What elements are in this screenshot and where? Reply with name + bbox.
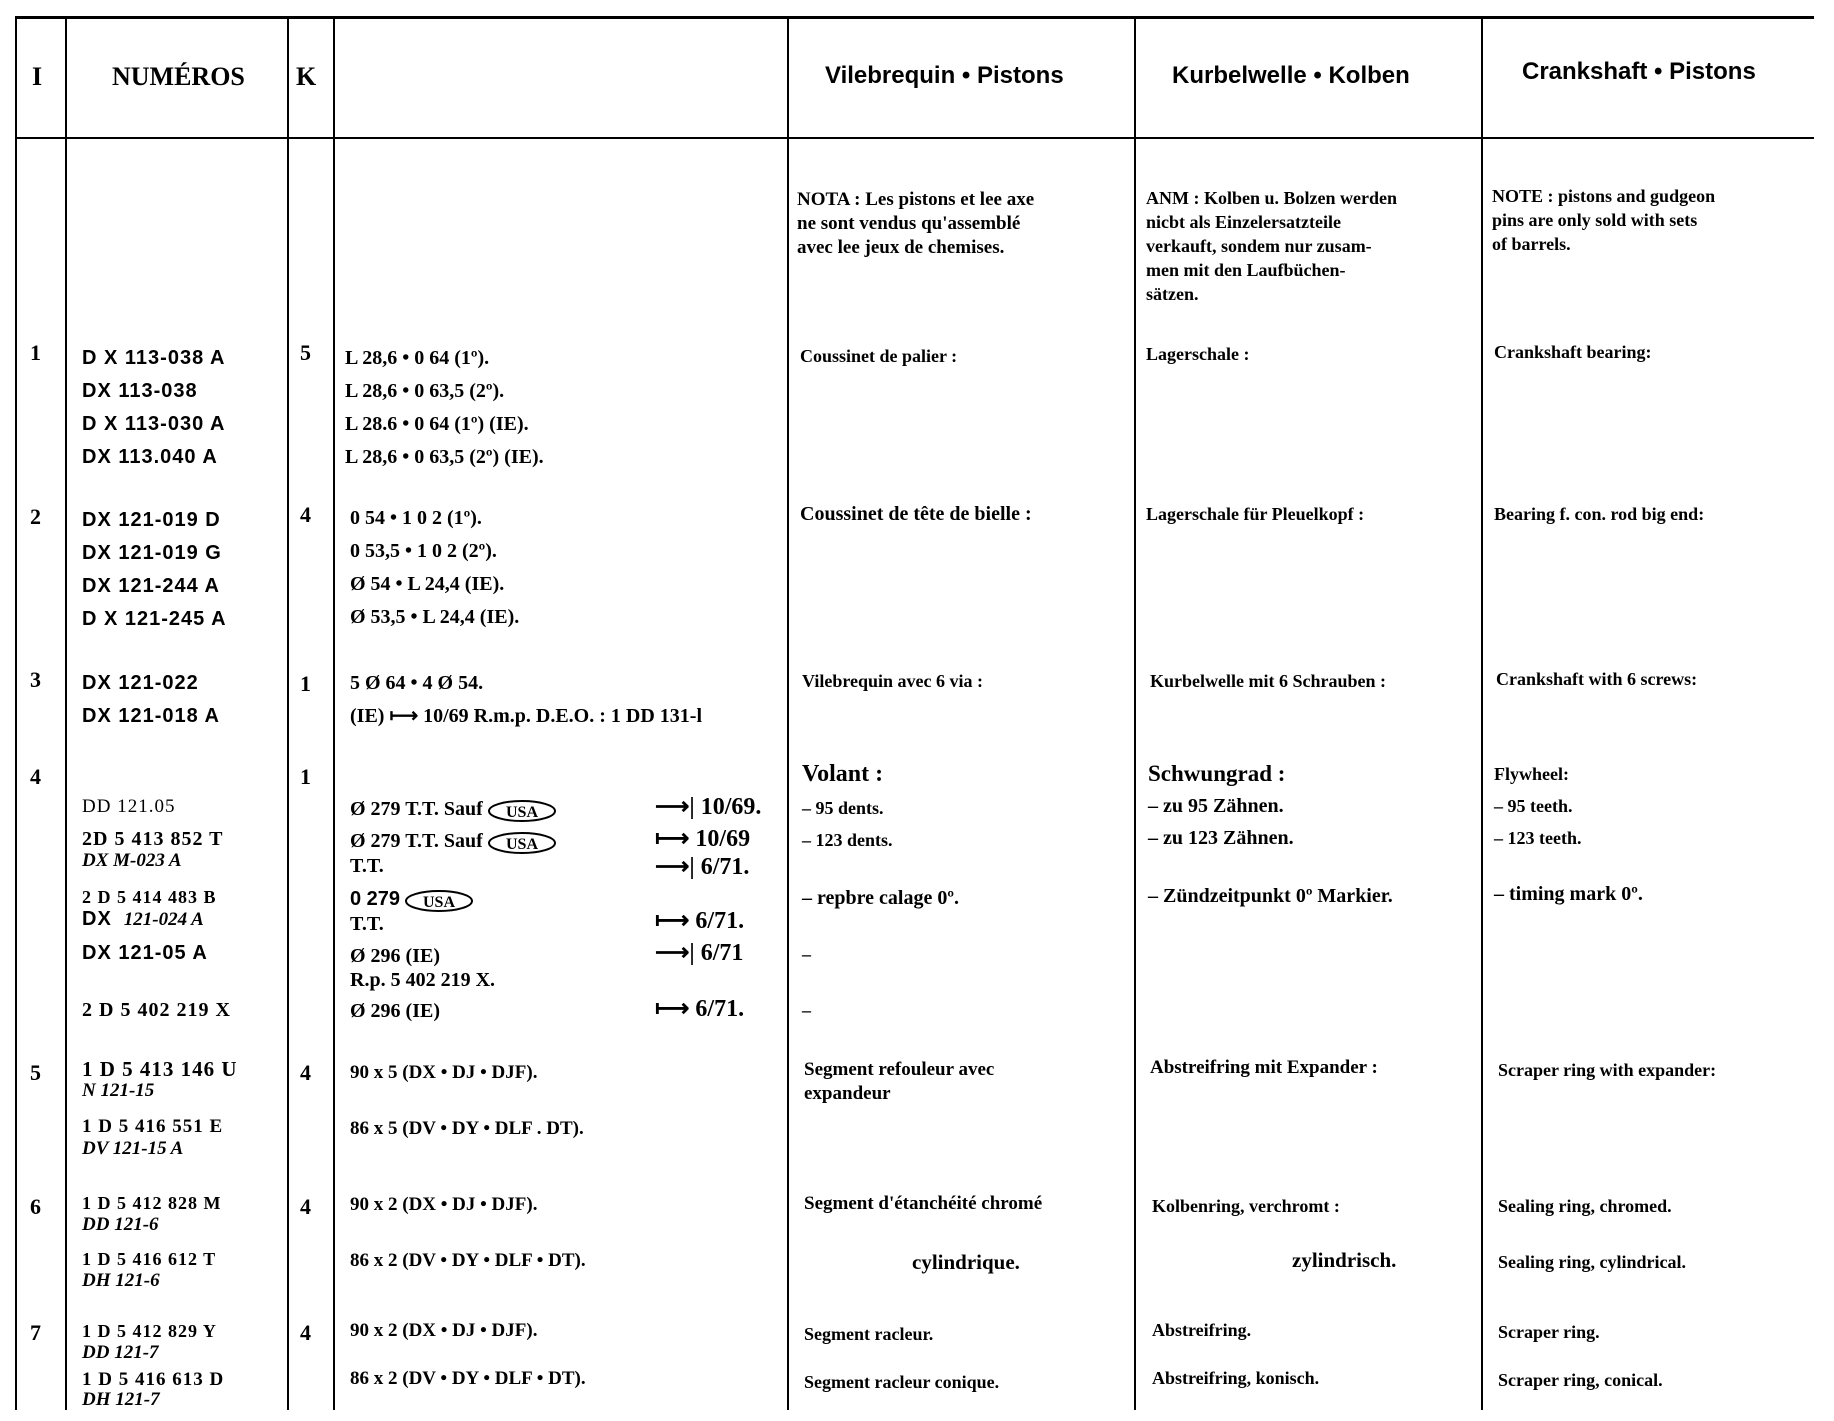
part-number-sub: DD 121-7 <box>82 1342 159 1363</box>
table-row <box>0 667 1834 747</box>
part-number: DX <box>82 908 112 930</box>
part-number: 1 D 5 413 146 U <box>82 1057 238 1081</box>
desc-english-title: Flywheel: <box>1494 764 1569 784</box>
part-number: D X 113-030 A <box>82 413 226 435</box>
desc-german: – Zündzeitpunkt 0º Markier. <box>1148 885 1393 907</box>
part-number: 1 D 5 416 613 D <box>82 1369 225 1390</box>
part-number-sub: 121-024 A <box>123 909 204 930</box>
desc-french: – <box>802 1000 811 1020</box>
desc-english: Sealing ring, cylindrical. <box>1498 1252 1687 1272</box>
part-number-sub: DH 121-6 <box>82 1270 160 1291</box>
part-spec: 0 54 • 1 0 2 (1º). <box>350 507 482 529</box>
usa-stamp-label: USA <box>423 894 456 912</box>
validity-arrow: ⟼ 6/71. <box>655 996 745 1022</box>
desc-english: – 123 teeth. <box>1494 828 1582 848</box>
desc-german: Lagerschale für Pleuelkopf : <box>1146 504 1365 524</box>
desc-english: Sealing ring, chromed. <box>1498 1196 1672 1216</box>
part-spec: 90 x 2 (DX • DJ • DJF). <box>350 1194 538 1215</box>
validity-arrow: ⟶| 6/71. <box>655 854 750 880</box>
nota-english: NOTE : pistons and gudgeon pins are only sold with sets of barrels. <box>1492 186 1716 254</box>
desc-french: cylindrique. <box>912 1250 1020 1274</box>
desc-english: – 95 teeth. <box>1494 796 1573 816</box>
table-top-rule <box>15 16 1814 19</box>
part-number-sub: DD 121-6 <box>82 1214 159 1235</box>
desc-german: zylindrisch. <box>1292 1248 1397 1272</box>
row-k: 4 <box>300 1060 311 1085</box>
part-number: DX 121-022 <box>82 672 199 694</box>
row-k: 1 <box>300 764 311 789</box>
part-spec: Ø 296 (IE) <box>350 945 440 967</box>
part-spec: Ø 53,5 • L 24,4 (IE). <box>350 606 520 628</box>
part-number-sub: DV 121-15 A <box>82 1138 184 1159</box>
desc-french: Segment refouleur avec expandeur <box>804 1059 995 1104</box>
part-number: DX 113.040 A <box>82 446 218 468</box>
part-spec: R.p. 5 402 219 X. <box>350 969 496 991</box>
desc-english: Crankshaft bearing: <box>1494 342 1652 362</box>
nota-french: NOTA : Les pistons et lee axe ne sont vendus qu'assemblé avec lee jeux de chemises. <box>797 189 1035 258</box>
header-col-german: Kurbelwelle • Kolben <box>1172 62 1410 89</box>
header-col-k: K <box>296 62 317 91</box>
header-col-french: Vilebrequin • Pistons <box>825 62 1064 89</box>
row-k: 5 <box>300 340 311 365</box>
part-number: DX 121-05 A <box>82 942 208 964</box>
part-number: 2 D 5 414 483 B <box>82 887 217 907</box>
row-index: 1 <box>30 340 41 365</box>
desc-french: – repbre calage 0º. <box>802 887 959 909</box>
part-number-sub: N 121-15 <box>82 1080 155 1101</box>
desc-french: – <box>802 944 811 964</box>
desc-english: Scraper ring. <box>1498 1322 1600 1342</box>
row-k: 1 <box>300 671 311 696</box>
part-number: DX 121-244 A <box>82 575 220 597</box>
part-spec: 90 x 2 (DX • DJ • DJF). <box>350 1320 538 1341</box>
desc-french: Coussinet de palier : <box>800 346 958 366</box>
desc-french: Vilebrequin avec 6 via : <box>802 671 983 691</box>
header-col-english: Crankshaft • Pistons <box>1522 58 1756 85</box>
desc-english: Bearing f. con. rod big end: <box>1494 504 1705 524</box>
part-number: D X 121-245 A <box>82 608 227 630</box>
desc-german-title: Schwungrad : <box>1148 761 1286 786</box>
part-spec: L 28,6 • 0 63,5 (2º) (IE). <box>345 446 544 468</box>
part-number: DX 121-019 D <box>82 509 221 531</box>
desc-german: Abstreifring mit Expander : <box>1150 1057 1378 1078</box>
part-spec: Ø 279 T.T. Sauf <box>350 830 483 852</box>
row-index: 2 <box>30 504 41 529</box>
part-spec: 0 53,5 • 1 0 2 (2º). <box>350 540 497 562</box>
part-number-sub: DH 121-7 <box>82 1389 160 1410</box>
table-row <box>0 1056 1834 1166</box>
table-row <box>0 500 1834 630</box>
desc-german: – zu 123 Zähnen. <box>1148 827 1294 849</box>
part-number: 1 D 5 416 551 E <box>82 1116 224 1137</box>
part-number: DX 121-018 A <box>82 705 220 727</box>
desc-english: Scraper ring, conical. <box>1498 1370 1663 1390</box>
part-spec: 90 x 5 (DX • DJ • DJF). <box>350 1062 538 1083</box>
part-spec: T.T. <box>350 855 384 878</box>
usa-stamp <box>487 831 557 855</box>
usa-stamp <box>404 889 474 913</box>
table-row <box>0 1318 1834 1418</box>
desc-german: Kolbenring, verchromt : <box>1152 1196 1340 1216</box>
part-number: 1 D 5 412 828 M <box>82 1193 222 1213</box>
row-index: 7 <box>30 1320 41 1345</box>
desc-german: Lagerschale : <box>1146 344 1250 364</box>
desc-german: Kurbelwelle mit 6 Schrauben : <box>1150 671 1386 691</box>
row-index: 4 <box>30 764 41 789</box>
part-spec: L 28,6 • 0 64 (1º). <box>345 347 490 369</box>
desc-english: Crankshaft with 6 screws: <box>1496 669 1698 689</box>
validity-arrow: ⟼ 10/69 <box>655 826 751 852</box>
part-spec: L 28,6 • 0 63,5 (2º). <box>345 380 505 402</box>
desc-french: – 95 dents. <box>802 798 884 818</box>
part-number: 2D 5 413 852 T <box>82 828 224 850</box>
part-spec: (IE) ⟼ 10/69 R.m.p. D.E.O. : 1 DD 131-l <box>350 705 703 727</box>
part-spec: 5 Ø 64 • 4 Ø 54. <box>350 672 484 694</box>
desc-french: Coussinet de tête de bielle : <box>800 503 1032 525</box>
part-number: 1 D 5 416 612 T <box>82 1249 217 1269</box>
row-index: 5 <box>30 1060 41 1085</box>
part-number: 1 D 5 412 829 Y <box>82 1321 217 1341</box>
header-col-numeros: NUMÉROS <box>112 62 245 91</box>
table-row <box>0 340 1834 470</box>
row-index: 3 <box>30 667 41 692</box>
usa-stamp <box>487 799 557 823</box>
usa-stamp-label: USA <box>505 804 538 822</box>
part-number-sub: DX M-023 A <box>82 850 182 871</box>
row-index: 6 <box>30 1194 41 1219</box>
desc-french: Segment d'étanchéité chromé <box>804 1193 1043 1214</box>
part-spec: 86 x 2 (DV • DY • DLF • DT). <box>350 1250 586 1271</box>
part-spec: T.T. <box>350 913 384 936</box>
part-number: DX 113-038 <box>82 380 198 402</box>
part-number: DD 121.05 <box>82 796 176 817</box>
row-k: 4 <box>300 502 311 527</box>
validity-arrow: ⟼ 6/71. <box>655 908 745 934</box>
desc-german: Abstreifring. <box>1152 1320 1252 1340</box>
header-bottom-rule <box>15 137 1814 139</box>
validity-arrow: ⟶| 6/71 <box>655 940 744 966</box>
part-spec: 86 x 2 (DV • DY • DLF • DT). <box>350 1368 586 1389</box>
part-number: DX 121-019 G <box>82 542 222 564</box>
part-spec: L 28.6 • 0 64 (1º) (IE). <box>345 413 529 435</box>
part-number: D X 113-038 A <box>82 347 226 369</box>
desc-english: Scraper ring with expander: <box>1498 1060 1717 1080</box>
desc-english: – timing mark 0º. <box>1494 883 1643 905</box>
desc-french: Segment racleur conique. <box>804 1372 1000 1392</box>
usa-stamp-label: USA <box>505 836 538 854</box>
table-row <box>0 762 1834 1032</box>
desc-german: – zu 95 Zähnen. <box>1148 795 1284 817</box>
part-number: 2 D 5 402 219 X <box>82 999 231 1021</box>
desc-german: Abstreifring, konisch. <box>1152 1368 1320 1388</box>
row-k: 4 <box>300 1194 311 1219</box>
row-k: 4 <box>300 1320 311 1345</box>
header-col-index: I <box>32 62 43 91</box>
desc-french: – 123 dents. <box>802 830 893 850</box>
part-spec: Ø 54 • L 24,4 (IE). <box>350 573 505 595</box>
part-spec: 0 279 <box>350 888 401 910</box>
desc-french-title: Volant : <box>802 761 884 787</box>
part-spec: Ø 279 T.T. Sauf <box>350 798 483 820</box>
desc-french: Segment racleur. <box>804 1324 934 1344</box>
nota-german: ANM : Kolben u. Bolzen werden nicbt als Einzelersatzteile verkauft, sondem nur zusam- men mit den Laufbüchen- sätzen. <box>1146 188 1397 304</box>
validity-arrow: ⟶| 10/69. <box>655 794 762 820</box>
table-row <box>0 1190 1834 1300</box>
part-spec: Ø 296 (IE) <box>350 1000 440 1022</box>
part-spec: 86 x 5 (DV • DY • DLF . DT). <box>350 1118 584 1139</box>
